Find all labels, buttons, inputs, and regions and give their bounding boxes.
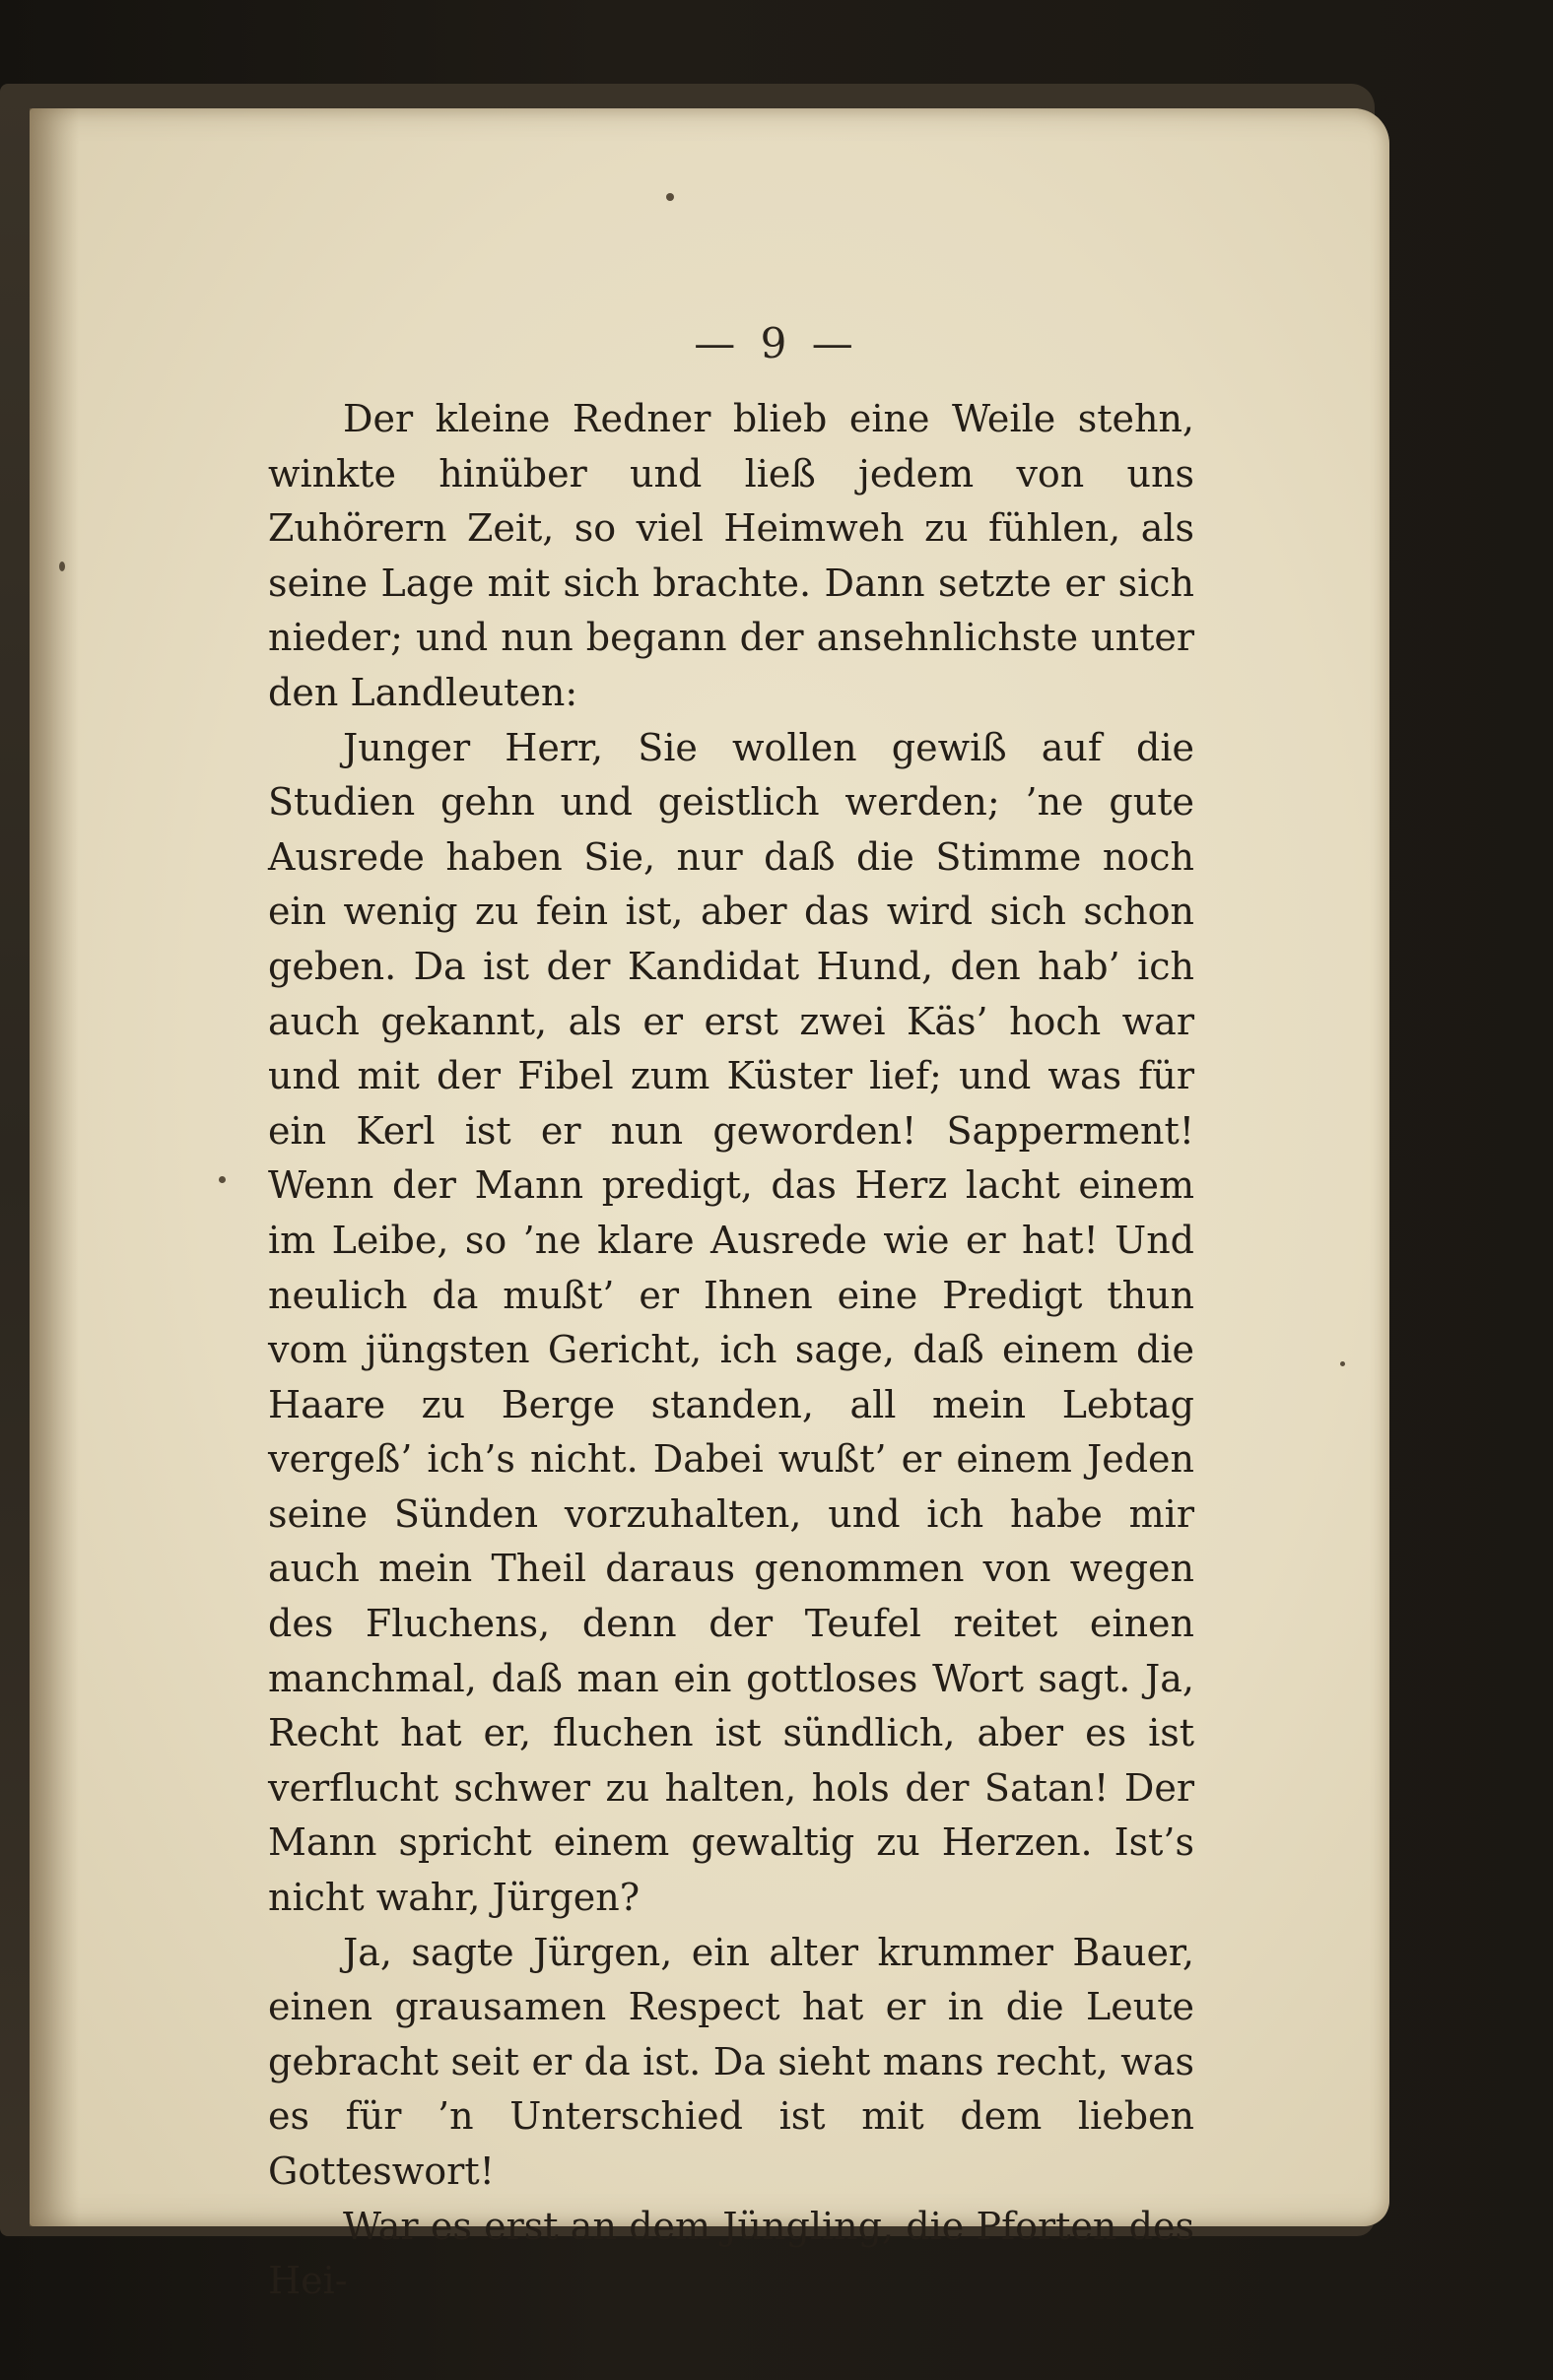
paragraph-4: War es erst an dem Jüngling, die Pforten des Hei- bbox=[268, 2204, 1194, 2303]
page-gutter-shadow bbox=[30, 108, 79, 2226]
paper-speck bbox=[666, 193, 674, 201]
paragraph-3: Ja, sagte Jürgen, ein alter krummer Bauer, einen grausamen Respect hat er in die Leute gebracht seit er da ist. Da sieht mans recht, was es für ’n Unterschied ist mit dem lieben Gotteswort! bbox=[268, 1930, 1194, 2193]
paragraph-2: Junger Herr, Sie wollen gewiß auf die Studien gehn und geistlich werden; ’ne gute Ausrede haben Sie, nur daß die Stimme noch ein wenig zu fein ist, aber das wird sich schon geben. Da ist der Kandidat Hund, den hab’ ich auch gekannt, als er erst zwei Käs’ hoch war und mit der Fibel zum Küster lief; und was für ein Kerl ist er nun geworden! Sapperment! Wenn der Mann predigt, das Herz lacht einem im Leibe, so ’ne klare Ausrede wie er hat! Und neulich da mußt’ er Ihnen eine Predigt thun vom jüngsten Gericht, ich sage, daß einem die Haare zu Berge standen, all mein Lebtag vergeß’ ich’s nicht. Dabei wußt’ er einem Jeden seine Sünden vorzuhalten, und ich habe mir auch mein Theil daraus genommen von wegen des Fluchens, denn der Teufel reitet einen manchmal, daß man ein gottloses Wort sagt. Ja, Recht hat er, fluchen ist sündlich, aber es ist verflucht schwer zu halten, hols der Satan! Der Mann spricht einem gewaltig zu Herzen. Ist’s nicht wahr, Jürgen? bbox=[268, 725, 1194, 1920]
paper-speck bbox=[219, 1176, 226, 1183]
page-number: — 9 — bbox=[694, 319, 859, 367]
paper-speck bbox=[1340, 1361, 1345, 1366]
paragraph-1: Der kleine Redner blieb eine Weile stehn, winkte hinüber und ließ jedem von uns Zuhörern Zeit, so viel Heimweh zu fühlen, als seine Lage mit sich brachte. Dann setzte er sich nieder; und nun begann der ansehnlichste unter den Landleuten: bbox=[268, 397, 1194, 714]
paper-speck bbox=[59, 562, 65, 571]
body-text bbox=[268, 392, 1194, 2309]
